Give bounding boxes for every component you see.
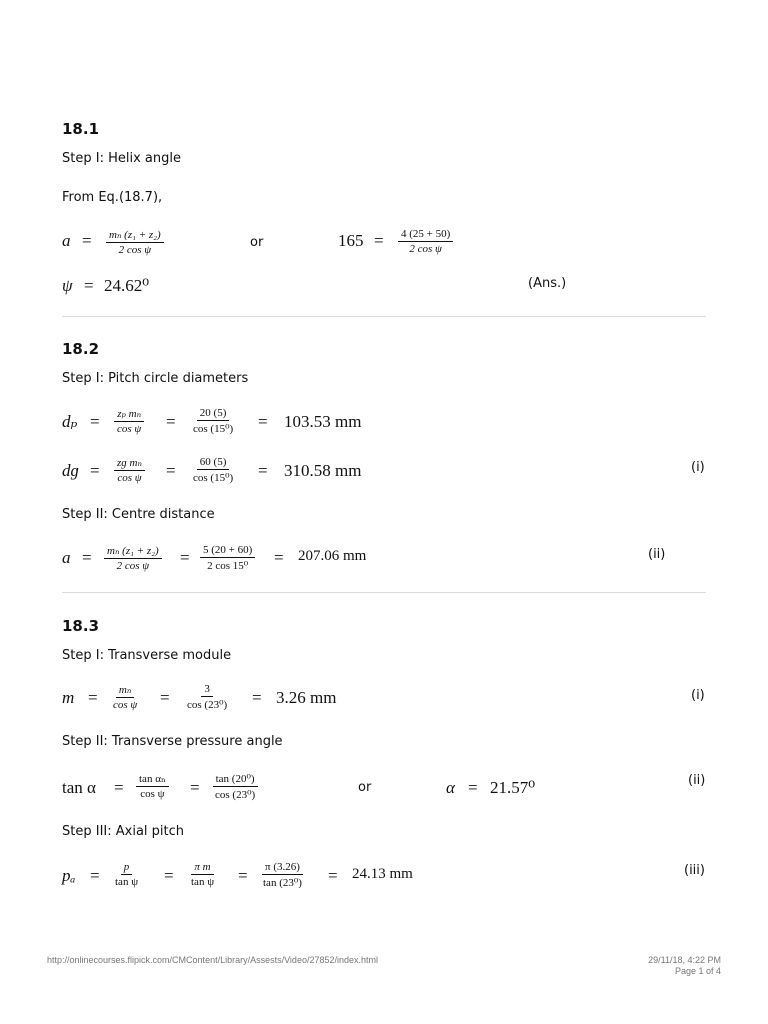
equals-sign: =: [180, 548, 190, 567]
step-centre-distance: Step II: Centre distance: [62, 507, 215, 522]
tan-fraction-2: [212, 772, 258, 801]
m-numerator-1: mₙ: [116, 683, 134, 698]
equals-sign: =: [252, 688, 262, 707]
p-denominator-3: tan (23⁰): [263, 877, 302, 889]
equation-reference: From Eq.(18.7),: [62, 190, 163, 205]
equals-sign: =: [90, 412, 100, 431]
equals-sign: =: [82, 548, 92, 567]
dg-denominator-2: cos (15⁰): [193, 472, 234, 484]
equation-tag-ii: (ii): [688, 773, 706, 788]
equals-sign: =: [84, 276, 94, 295]
eq2-lhs: ψ: [62, 276, 73, 295]
footer-timestamp: 29/11/18, 4:22 PM: [648, 955, 721, 965]
eq1-lhs: a: [62, 231, 71, 250]
a-result: 207.06 mm: [298, 548, 367, 564]
dp-denominator-2: cos (15⁰): [193, 423, 234, 435]
step-axial-pitch: Step III: Axial pitch: [62, 824, 185, 839]
pa-lhs: pₐ: [62, 866, 76, 885]
equation-tag-iii: (iii): [684, 863, 705, 878]
footer-page-number: Page 1 of 4: [674, 966, 721, 976]
m-fraction-2: [184, 683, 230, 711]
or-label: or: [358, 780, 372, 795]
tan-denominator-2: cos (23⁰): [215, 789, 256, 801]
answer-label: (Ans.): [528, 276, 567, 291]
equation-tag-i: (i): [691, 688, 705, 703]
equals-sign: =: [258, 461, 268, 480]
a-lhs: a: [62, 548, 71, 567]
a-denominator-2: 2 cos 15⁰: [207, 560, 249, 572]
dg-denominator-1: cos ψ: [117, 472, 142, 484]
p-fraction-2: [188, 861, 217, 888]
equals-sign: =: [114, 778, 124, 797]
a-fraction-2: [200, 544, 255, 572]
section-divider: [62, 316, 706, 317]
dg-numerator-2: 60 (5): [197, 456, 230, 470]
equation-tag-i: (i): [691, 460, 705, 475]
dp-fraction-2: [190, 407, 236, 435]
equals-sign: =: [90, 866, 100, 885]
equals-sign: =: [166, 461, 176, 480]
alpha-result: 21.57⁰: [490, 778, 536, 797]
equals-sign: =: [190, 778, 200, 797]
p-numerator-3: π (3.26): [262, 861, 303, 875]
m-fraction-1: [110, 683, 140, 711]
alpha-lhs: α: [446, 778, 455, 797]
helix-angle-result: 24.62⁰: [104, 276, 150, 295]
equals-sign: =: [468, 778, 478, 797]
pa-result: 24.13 mm: [352, 866, 413, 882]
tan-fraction-1: [136, 772, 169, 800]
p-denominator-2: tan ψ: [191, 876, 215, 888]
eq1b-fraction: [398, 228, 453, 255]
equals-sign: =: [90, 461, 100, 480]
section-heading-18-1: 18.1: [62, 120, 100, 138]
p-fraction-3: [260, 861, 305, 889]
section-heading-18-2: 18.2: [62, 340, 100, 358]
dg-numerator-1: zɡ mₙ: [114, 456, 145, 471]
m-denominator-1: cos ψ: [113, 699, 138, 711]
dp-numerator-2: 20 (5): [197, 407, 230, 421]
section-heading-18-3: 18.3: [62, 617, 100, 635]
section-divider: [62, 592, 706, 593]
equals-sign: =: [374, 231, 384, 250]
step-transverse-pressure-angle: Step II: Transverse pressure angle: [62, 734, 283, 749]
p-denominator-1: tan ψ: [115, 876, 139, 888]
step-helix-angle: Step I: Helix angle: [62, 151, 181, 166]
m-denominator-2: cos (23⁰): [187, 699, 228, 711]
dg-fraction-2: [190, 456, 236, 484]
dp-fraction-1: [114, 407, 144, 435]
equals-sign: =: [164, 866, 174, 885]
dp-numerator-1: zₚ mₙ: [114, 407, 144, 422]
tan-denominator-1: cos ψ: [140, 788, 165, 800]
or-label: or: [250, 235, 264, 250]
step-transverse-module: Step I: Transverse module: [62, 648, 232, 663]
a-numerator-2: 5 (20 + 60): [200, 544, 255, 558]
tan-numerator-2: tan (20⁰): [213, 772, 258, 787]
dp-lhs: dₚ: [62, 412, 78, 431]
dp-denominator-1: cos ψ: [117, 423, 142, 435]
a-numerator-1: mₙ (z₁ + z₂): [104, 544, 162, 559]
p-numerator-2: π m: [191, 861, 213, 875]
footer-url-link[interactable]: http://onlinecourses.flipick.com/CMContent/Library/Assests/Video/27852/index.html: [47, 955, 378, 965]
eq1b-lhs: 165: [338, 231, 364, 250]
equals-sign: =: [88, 688, 98, 707]
dg-fraction-1: [114, 456, 145, 484]
a-fraction-1: [104, 544, 162, 572]
equals-sign: =: [160, 688, 170, 707]
dg-result: 310.58 mm: [284, 461, 362, 480]
equals-sign: =: [328, 866, 338, 885]
p-numerator-1: p: [121, 861, 133, 875]
eq1-denominator: 2 cos ψ: [118, 244, 152, 256]
eq1-fraction: [106, 228, 164, 256]
eq1-numerator: mₙ (z₁ + z₂): [106, 228, 164, 243]
step-pitch-circle-diameters: Step I: Pitch circle diameters: [62, 371, 249, 386]
tan-numerator-1: tan αₙ: [136, 772, 169, 787]
equation-tag-ii: (ii): [648, 547, 666, 562]
dg-lhs: dɡ: [62, 461, 79, 480]
dp-result: 103.53 mm: [284, 412, 362, 431]
eq1b-denominator: 2 cos ψ: [409, 243, 442, 255]
eq1b-numerator: 4 (25 + 50): [398, 228, 453, 242]
equals-sign: =: [166, 412, 176, 431]
m-lhs: m: [62, 688, 75, 707]
equals-sign: =: [258, 412, 268, 431]
a-denominator-1: 2 cos ψ: [116, 560, 150, 572]
m-numerator-2: 3: [201, 683, 213, 697]
equals-sign: =: [274, 548, 284, 567]
tan-alpha-lhs: tan α: [62, 778, 96, 797]
equals-sign: =: [238, 866, 248, 885]
m-result: 3.26 mm: [276, 688, 337, 707]
equals-sign: =: [82, 231, 92, 250]
p-fraction-1: [112, 861, 141, 888]
